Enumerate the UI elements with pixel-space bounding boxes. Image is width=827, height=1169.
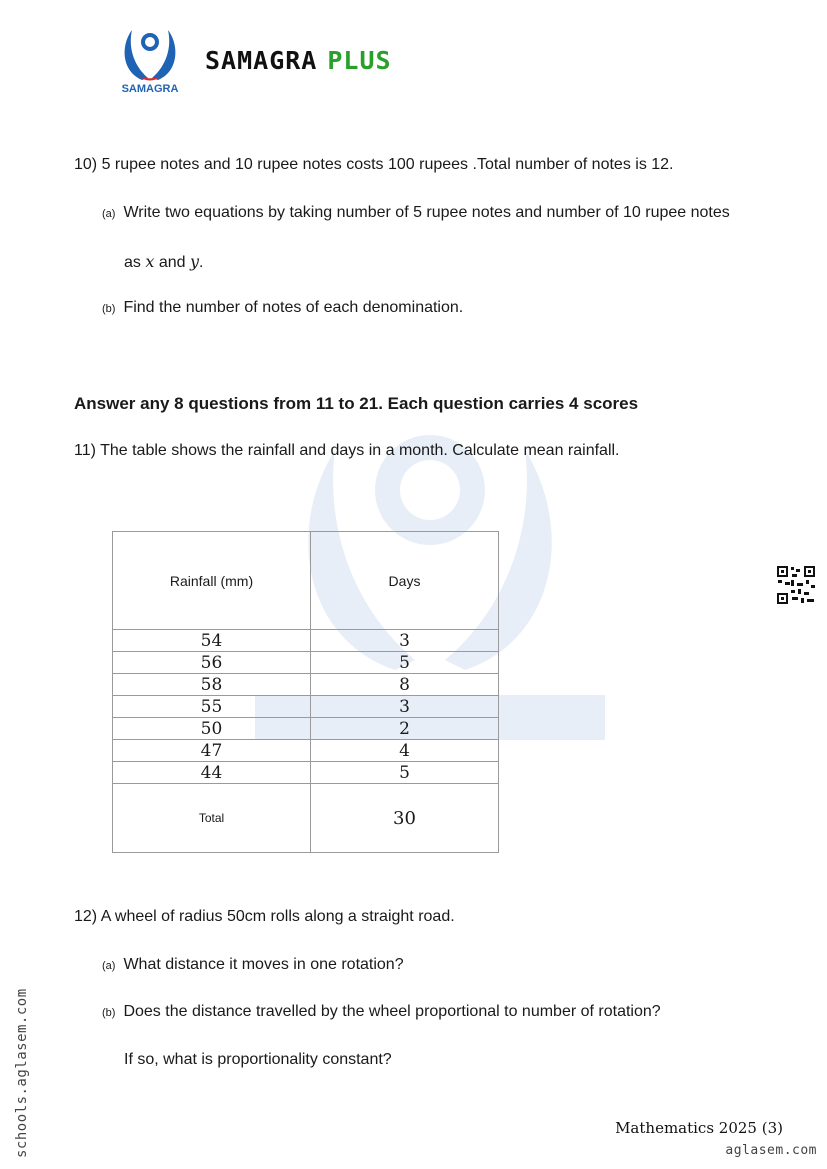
q11-stem: 11) The table shows the rainfall and days in a month. Calculate mean rainfall. (74, 442, 620, 459)
table-row (113, 630, 499, 652)
total-label: Total (113, 784, 311, 853)
table-total-row (113, 784, 499, 853)
days-cell: 2 (311, 718, 499, 740)
q10-part-a-continuation (124, 252, 204, 272)
table-row (113, 696, 499, 718)
side-site-text: schools.aglasem.com (14, 988, 30, 1158)
q12-a-mark: (a) (102, 960, 116, 972)
section-heading: Answer any 8 questions from 11 to 21. Each question carries 4 scores (74, 394, 639, 413)
q10-b-text: Find the number of notes of each denomination. (123, 299, 464, 316)
days-cell: 3 (311, 696, 499, 718)
brand-plus: PLUS (327, 46, 392, 75)
footer-site-text: aglasem.com (725, 1143, 817, 1158)
col-header-days: Days (311, 532, 499, 630)
qr-code-icon (776, 565, 816, 605)
page-footer-label: Mathematics 2025 (3) (615, 1119, 783, 1137)
q12-part-b-continuation: If so, what is proportionality constant? (124, 1051, 392, 1068)
q10-a-cont-end: . (199, 254, 204, 271)
days-cell: 5 (311, 652, 499, 674)
q10-part-b (102, 299, 463, 317)
days-cell: 4 (311, 740, 499, 762)
q10-a-text: Write two equations by taking number of 5 rupee notes and number of 10 rupee notes (123, 204, 730, 221)
table-row (113, 652, 499, 674)
rainfall-cell: 50 (113, 718, 311, 740)
days-cell: 3 (311, 630, 499, 652)
rainfall-table (112, 531, 499, 853)
table-header-row (113, 532, 499, 630)
brand-main: SAMAGRA (205, 46, 318, 75)
total-value: 30 (311, 784, 499, 853)
col-header-rainfall: Rainfall (mm) (113, 532, 311, 630)
rainfall-cell: 55 (113, 696, 311, 718)
q10-a-cont-pre: as (124, 254, 141, 271)
var-y: y (190, 252, 200, 271)
samagra-logo (112, 24, 188, 94)
q12-stem: 12) A wheel of radius 50cm rolls along a straight road. (74, 908, 455, 925)
days-cell: 8 (311, 674, 499, 696)
rainfall-cell: 58 (113, 674, 311, 696)
table-row (113, 674, 499, 696)
table-row (113, 740, 499, 762)
rainfall-cell: 44 (113, 762, 311, 784)
rainfall-cell: 47 (113, 740, 311, 762)
q10-b-mark: (b) (102, 303, 116, 315)
q12-b-text: Does the distance travelled by the wheel proportional to number of rotation? (123, 1003, 661, 1020)
q12-part-b (102, 1003, 661, 1021)
q10-a-cont-mid: and (158, 254, 186, 271)
q12-b-mark: (b) (102, 1007, 116, 1019)
days-cell: 5 (311, 762, 499, 784)
rainfall-cell: 56 (113, 652, 311, 674)
q12-part-a (102, 956, 404, 974)
brand-title (205, 46, 392, 75)
q10-stem: 10) 5 rupee notes and 10 rupee notes costs 100 rupees .Total number of notes is 12. (74, 156, 674, 173)
q10-part-a (102, 204, 730, 222)
q10-a-mark: (a) (102, 208, 116, 220)
logo-text: SAMAGRA (121, 83, 179, 94)
rainfall-cell: 54 (113, 630, 311, 652)
var-x: x (145, 252, 155, 271)
table-row (113, 718, 499, 740)
table-row (113, 762, 499, 784)
q12-a-text: What distance it moves in one rotation? (123, 956, 404, 973)
